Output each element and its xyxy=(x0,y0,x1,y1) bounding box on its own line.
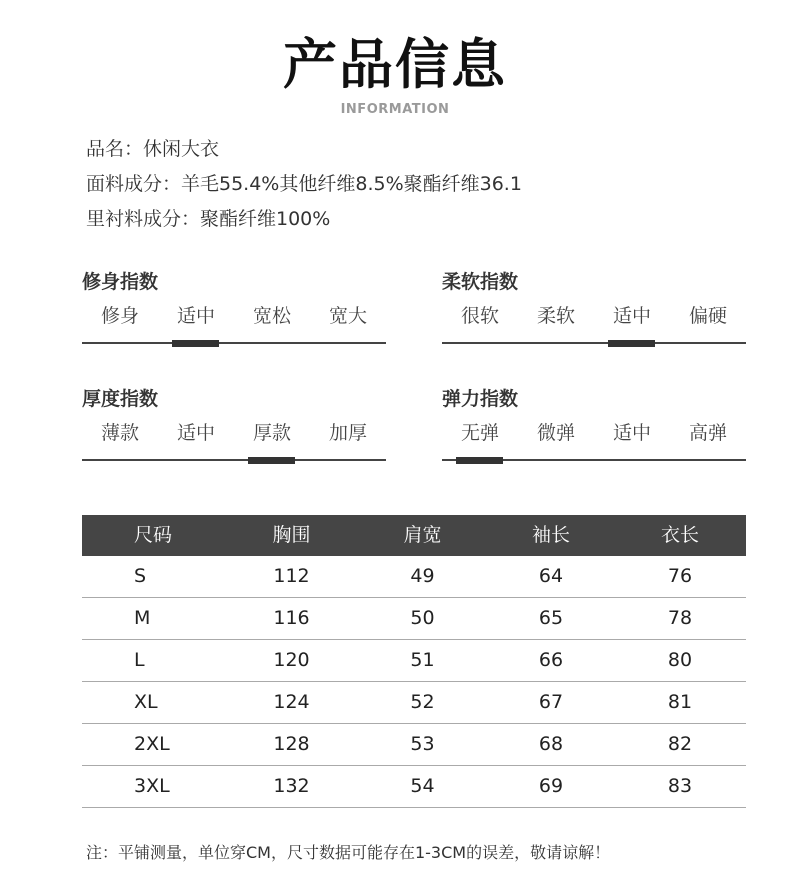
elasticity-option: 微弹 xyxy=(536,422,575,444)
table-cell: 67 xyxy=(538,691,564,713)
header-sleeve: 袖长 xyxy=(531,524,570,546)
size-table xyxy=(82,515,746,808)
softness-index-marker xyxy=(608,340,655,347)
fit-index-title: 修身指数 xyxy=(82,271,159,293)
elasticity-index xyxy=(442,387,746,467)
table-row xyxy=(82,766,746,808)
fit-option: 宽大 xyxy=(328,305,367,327)
table-row xyxy=(82,724,746,766)
product-name: 品名：休闲大衣 xyxy=(86,138,220,160)
fit-option: 修身 xyxy=(100,305,139,327)
thickness-option: 薄款 xyxy=(100,422,139,444)
fit-option: 适中 xyxy=(176,305,215,327)
elasticity-index-marker xyxy=(456,457,503,464)
header-size: 尺码 xyxy=(134,524,173,546)
fabric-composition: 面料成分：羊毛55.4%其他纤维8.5%聚酯纤维36.1 xyxy=(86,173,522,195)
table-cell: 128 xyxy=(273,733,310,755)
table-cell: 3XL xyxy=(134,775,170,797)
table-cell: 132 xyxy=(273,775,310,797)
table-cell: 66 xyxy=(538,649,564,671)
softness-index-title: 柔软指数 xyxy=(442,271,519,293)
table-cell: XL xyxy=(134,691,158,713)
fit-option: 宽松 xyxy=(252,305,291,327)
softness-index xyxy=(442,270,746,350)
size-table-header xyxy=(82,515,746,556)
thickness-index-options xyxy=(82,421,386,467)
thickness-option: 适中 xyxy=(176,422,215,444)
softness-index-options xyxy=(442,304,746,350)
thickness-index-marker xyxy=(248,457,295,464)
table-row xyxy=(82,598,746,640)
table-cell: 78 xyxy=(667,607,693,629)
page-subtitle: INFORMATION xyxy=(340,102,450,117)
elasticity-index-title: 弹力指数 xyxy=(442,388,519,410)
table-cell: 2XL xyxy=(134,733,170,755)
elasticity-index-options xyxy=(442,421,746,467)
fit-index-marker xyxy=(172,340,219,347)
fit-index xyxy=(82,270,386,350)
table-cell: 64 xyxy=(538,565,564,587)
table-cell: 54 xyxy=(410,775,435,797)
elasticity-option: 无弹 xyxy=(460,422,499,444)
header-length: 衣长 xyxy=(660,524,699,546)
table-cell: 112 xyxy=(273,565,310,587)
fit-index-options xyxy=(82,304,386,350)
thickness-option: 加厚 xyxy=(328,422,367,444)
softness-option: 偏硬 xyxy=(688,305,727,327)
table-cell: 52 xyxy=(410,691,435,713)
table-cell: 53 xyxy=(410,733,435,755)
table-cell: 116 xyxy=(273,607,310,629)
elasticity-option: 高弹 xyxy=(688,422,727,444)
table-row xyxy=(82,640,746,682)
thickness-option: 厚款 xyxy=(252,422,291,444)
table-cell: 82 xyxy=(667,733,693,755)
softness-option: 很软 xyxy=(460,305,499,327)
fit-index-track xyxy=(82,342,386,344)
table-cell: 80 xyxy=(667,649,693,671)
table-cell: 69 xyxy=(538,775,564,797)
table-cell: 83 xyxy=(667,775,693,797)
thickness-index xyxy=(82,387,386,467)
table-row xyxy=(82,682,746,724)
table-cell: 76 xyxy=(667,565,693,587)
table-cell: S xyxy=(134,565,147,587)
elasticity-option: 适中 xyxy=(612,422,651,444)
lining-composition: 里衬料成分：聚酯纤维100% xyxy=(86,208,331,230)
table-cell: 120 xyxy=(273,649,310,671)
table-cell: 124 xyxy=(273,691,310,713)
page-title: 产品信息 xyxy=(283,33,507,96)
header-chest: 胸围 xyxy=(272,524,311,546)
softness-option: 柔软 xyxy=(536,305,575,327)
table-cell: M xyxy=(134,607,151,629)
softness-index-track xyxy=(442,342,746,344)
table-cell: 81 xyxy=(667,691,693,713)
measurement-note: 注：平铺测量，单位穿CM，尺寸数据可能存在1-3CM的误差，敬请谅解！ xyxy=(86,843,611,862)
table-cell: L xyxy=(134,649,145,671)
thickness-index-title: 厚度指数 xyxy=(82,388,159,410)
table-cell: 49 xyxy=(410,565,435,587)
table-cell: 51 xyxy=(410,649,435,671)
table-cell: 68 xyxy=(538,733,564,755)
table-cell: 50 xyxy=(410,607,435,629)
thickness-index-track xyxy=(82,459,386,461)
table-cell: 65 xyxy=(538,607,564,629)
softness-option: 适中 xyxy=(612,305,651,327)
table-row xyxy=(82,556,746,598)
header-shoulder: 肩宽 xyxy=(403,524,442,546)
